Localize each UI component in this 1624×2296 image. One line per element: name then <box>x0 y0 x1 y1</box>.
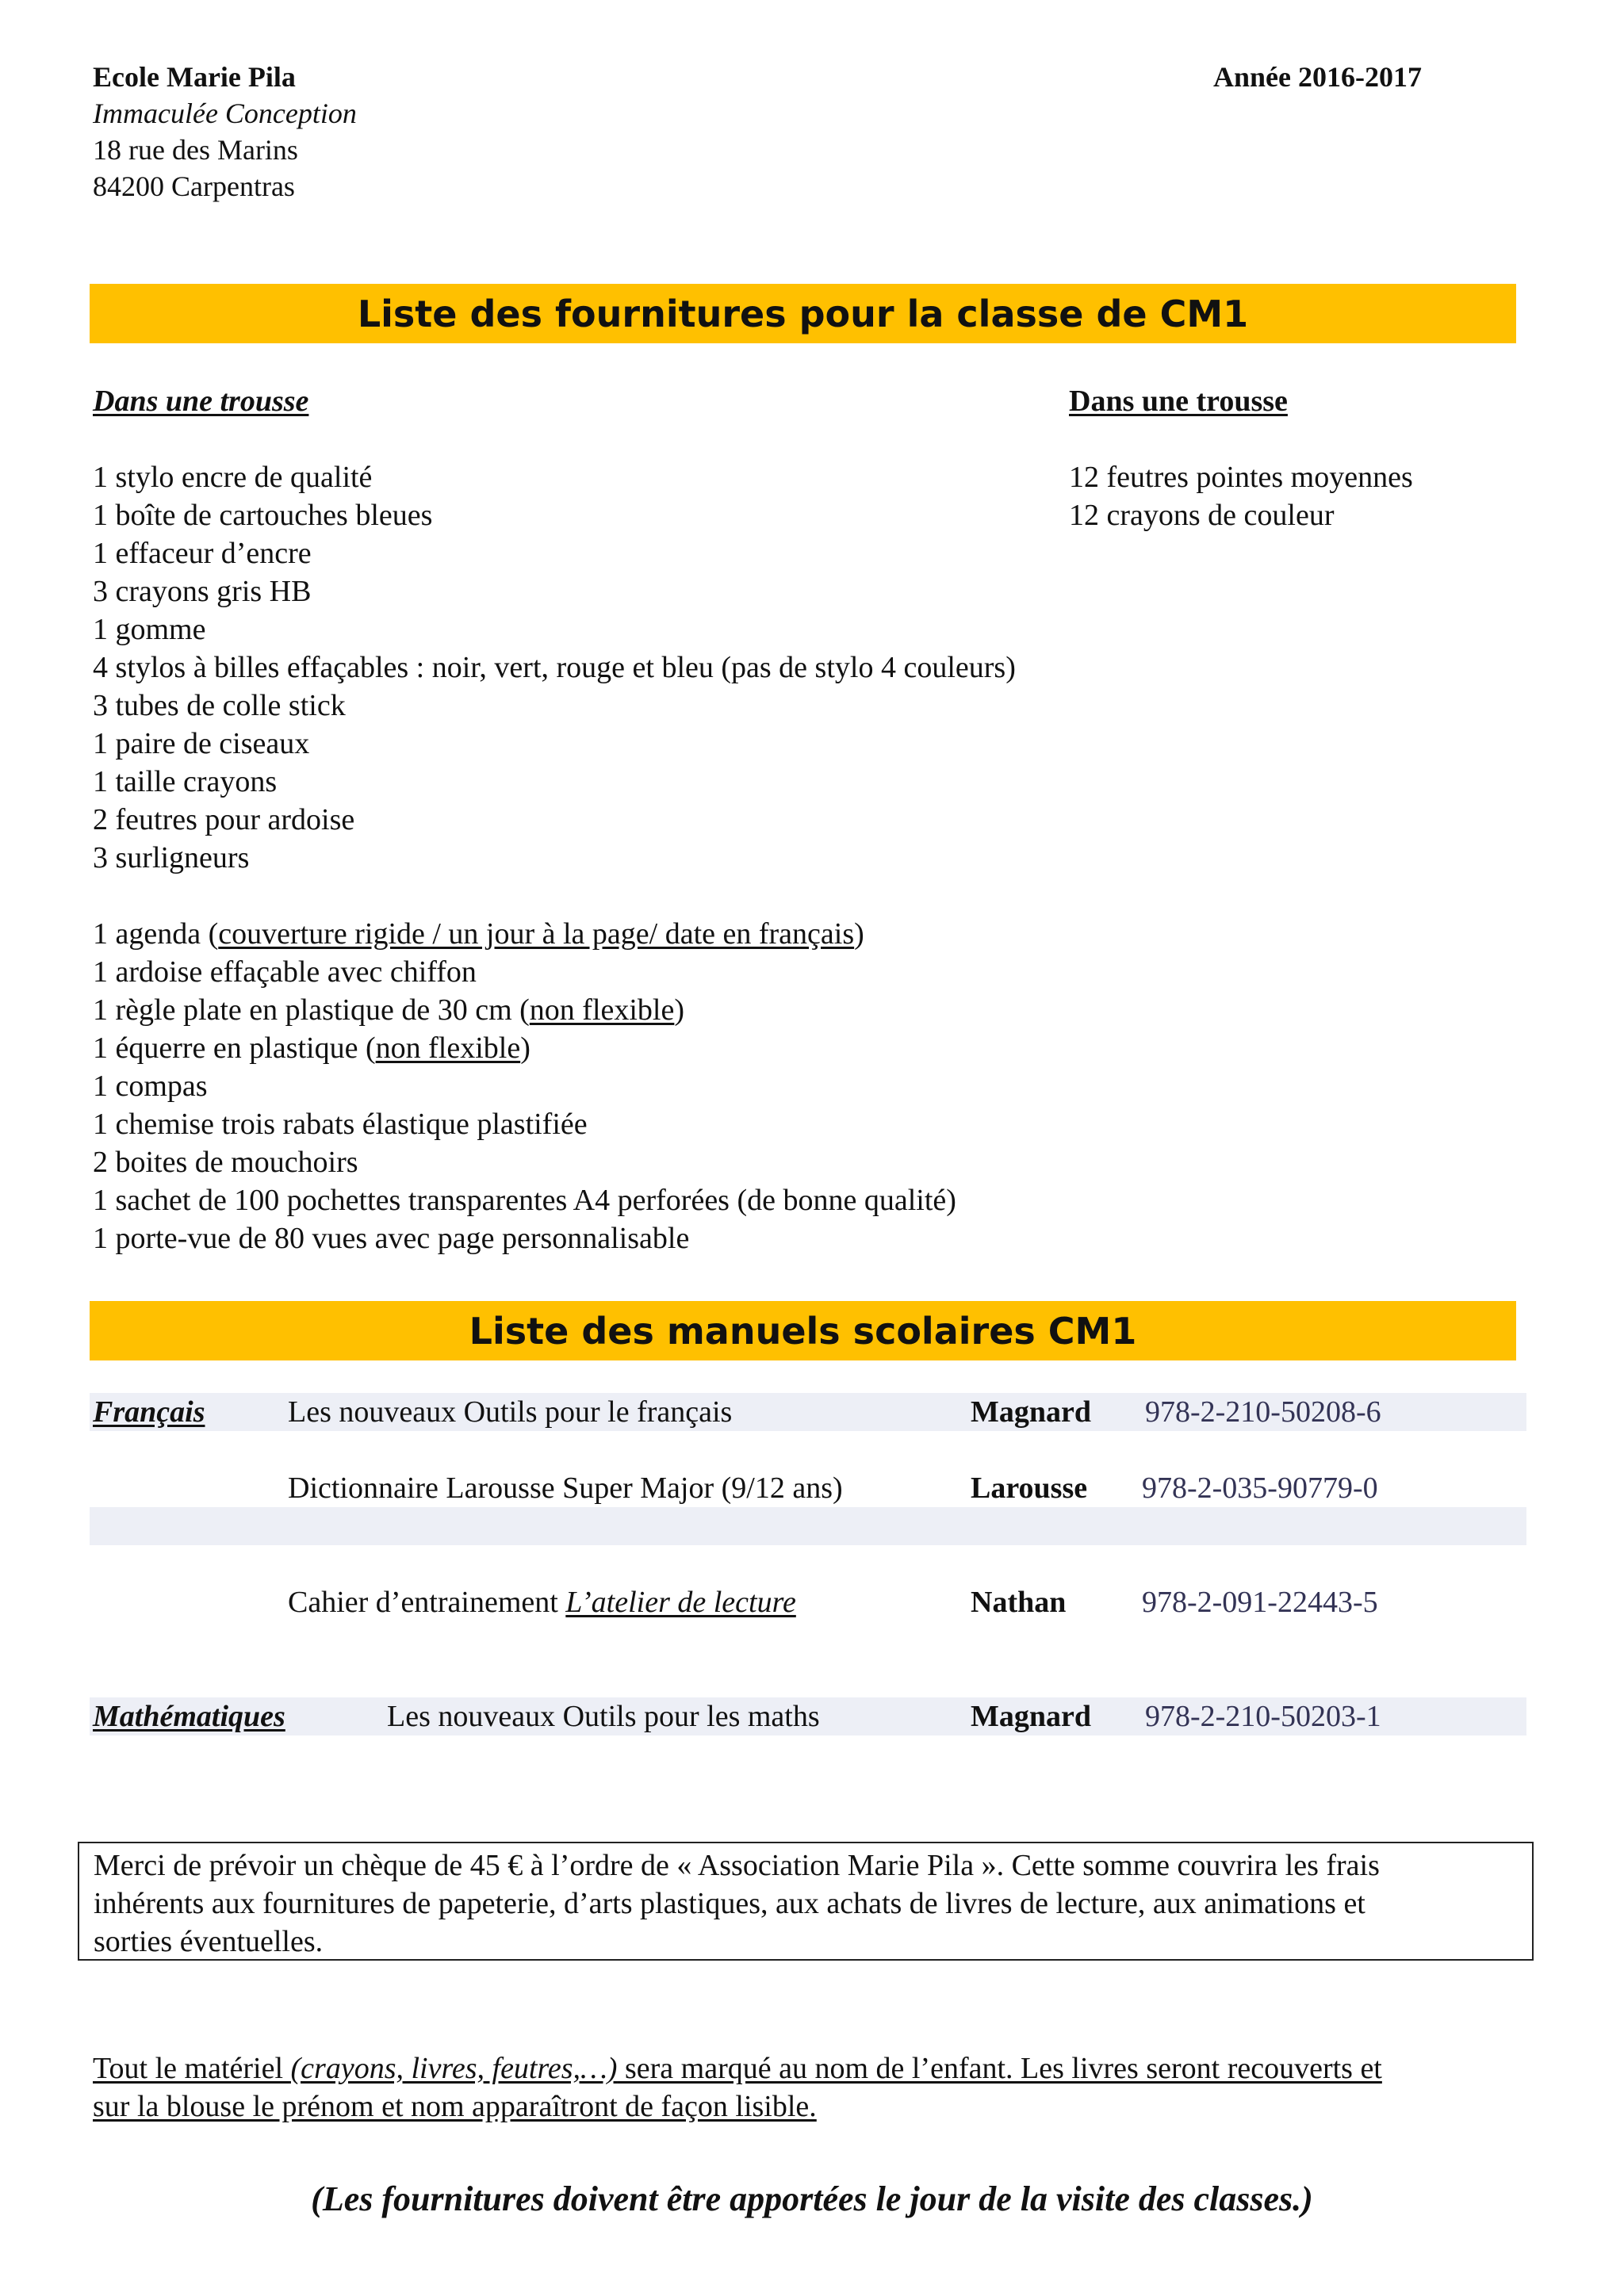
list-item: 1 ardoise effaçable avec chiffon <box>93 955 477 989</box>
regle-detail: non flexible <box>529 993 675 1027</box>
book-publisher: Magnard <box>971 1700 1091 1733</box>
supplies-banner: Liste des fournitures pour la classe de CM1 <box>90 284 1516 343</box>
book-isbn: 978-2-210-50203-1 <box>1145 1700 1381 1733</box>
subject-maths: Mathématiques <box>93 1700 285 1733</box>
payment-line: Merci de prévoir un chèque de 45 € à l’ordre de « Association Marie Pila ». Cette somme couvrira les frais <box>94 1849 1380 1882</box>
subject-francais: Français <box>93 1395 205 1429</box>
payment-line: sorties éventuelles. <box>94 1925 324 1958</box>
material-part-1: Tout le matériel <box>93 2052 291 2085</box>
material-note <box>93 2049 1520 2126</box>
list-item: 1 boîte de cartouches bleues <box>93 499 433 532</box>
book-isbn: 978-2-035-90779-0 <box>1142 1471 1378 1505</box>
payment-line: inhérents aux fournitures de papeterie, d’arts plastiques, aux achats de livres de lecture, aux animations et <box>94 1887 1365 1920</box>
school-name: Ecole Marie Pila <box>93 61 296 93</box>
list-item: 4 stylos à billes effaçables : noir, vert, rouge et bleu (pas de stylo 4 couleurs) <box>93 651 1016 684</box>
list-item: 3 surligneurs <box>93 841 250 874</box>
book-title: Les nouveaux Outils pour les maths <box>387 1700 820 1733</box>
school-year: Année 2016-2017 <box>1213 61 1422 93</box>
equerre-suffix: ) <box>520 1031 530 1065</box>
payment-note <box>78 1842 1534 1961</box>
list-item: 1 gomme <box>93 613 206 646</box>
book-isbn: 978-2-091-22443-5 <box>1142 1586 1378 1619</box>
right-heading: Dans une trousse <box>1069 385 1288 418</box>
supply-list <box>93 458 1016 1257</box>
book-isbn: 978-2-210-50208-6 <box>1145 1395 1381 1429</box>
book-title: Dictionnaire Larousse Super Major (9/12 ans) <box>288 1471 843 1505</box>
list-item: 12 crayons de couleur <box>1069 499 1335 532</box>
workbook-title: L’atelier de lecture <box>565 1586 796 1619</box>
address-line-2: 84200 Carpentras <box>93 170 295 202</box>
footer-note: (Les fournitures doivent être apportées le jour de la visite des classes.) <box>311 2179 1313 2218</box>
list-item: 2 feutres pour ardoise <box>93 803 355 836</box>
list-item: 1 taille crayons <box>93 765 278 798</box>
list-item: 1 effaceur d’encre <box>93 537 312 570</box>
list-item: 3 tubes de colle stick <box>93 689 346 722</box>
equerre-prefix: 1 équerre en plastique ( <box>93 1031 376 1065</box>
address-line-1: 18 rue des Marins <box>93 134 298 166</box>
list-item-agenda <box>93 915 1016 953</box>
agenda-details: couverture rigide / un jour à la page/ date en français <box>218 917 855 951</box>
agenda-suffix: ) <box>854 917 864 951</box>
list-item: 1 porte-vue de 80 vues avec page personnalisable <box>93 1222 690 1255</box>
school-subtitle: Immaculée Conception <box>93 98 357 129</box>
workbook-prefix: Cahier d’entrainement <box>288 1586 566 1619</box>
equerre-detail: non flexible <box>375 1031 521 1065</box>
book-title-workbook <box>288 1583 796 1621</box>
book-row-band <box>90 1507 1526 1545</box>
material-part-3: sera marqué au nom de l’enfant. Les livres seront recouverts et <box>617 2052 1382 2085</box>
list-spacer <box>93 877 1016 915</box>
list-item-regle <box>93 991 1016 1029</box>
right-supply-list <box>1069 458 1413 534</box>
list-item: 1 chemise trois rabats élastique plastifiée <box>93 1108 588 1141</box>
agenda-prefix: 1 agenda ( <box>93 917 219 951</box>
book-publisher: Magnard <box>971 1395 1091 1429</box>
book-title: Les nouveaux Outils pour le français <box>288 1395 733 1429</box>
book-publisher: Larousse <box>971 1471 1088 1505</box>
material-line-2: sur la blouse le prénom et nom apparaîtront de façon lisible. <box>93 2090 817 2123</box>
list-item-equerre <box>93 1029 1016 1067</box>
list-item: 12 feutres pointes moyennes <box>1069 461 1413 494</box>
material-part-2: (crayons, livres, feutres,…) <box>290 2052 618 2085</box>
list-item: 1 compas <box>93 1070 208 1103</box>
list-item: 1 sachet de 100 pochettes transparentes A4 perforées (de bonne qualité) <box>93 1184 956 1217</box>
list-item: 1 paire de ciseaux <box>93 727 310 760</box>
regle-suffix: ) <box>674 993 685 1027</box>
list-item: 2 boites de mouchoirs <box>93 1146 358 1179</box>
manuals-banner: Liste des manuels scolaires CM1 <box>90 1301 1516 1360</box>
regle-prefix: 1 règle plate en plastique de 30 cm ( <box>93 993 530 1027</box>
list-item: 3 crayons gris HB <box>93 575 312 608</box>
material-line-1 <box>93 2049 1520 2087</box>
list-item: 1 stylo encre de qualité <box>93 461 373 494</box>
left-heading: Dans une trousse <box>93 385 309 418</box>
book-publisher: Nathan <box>971 1586 1067 1619</box>
